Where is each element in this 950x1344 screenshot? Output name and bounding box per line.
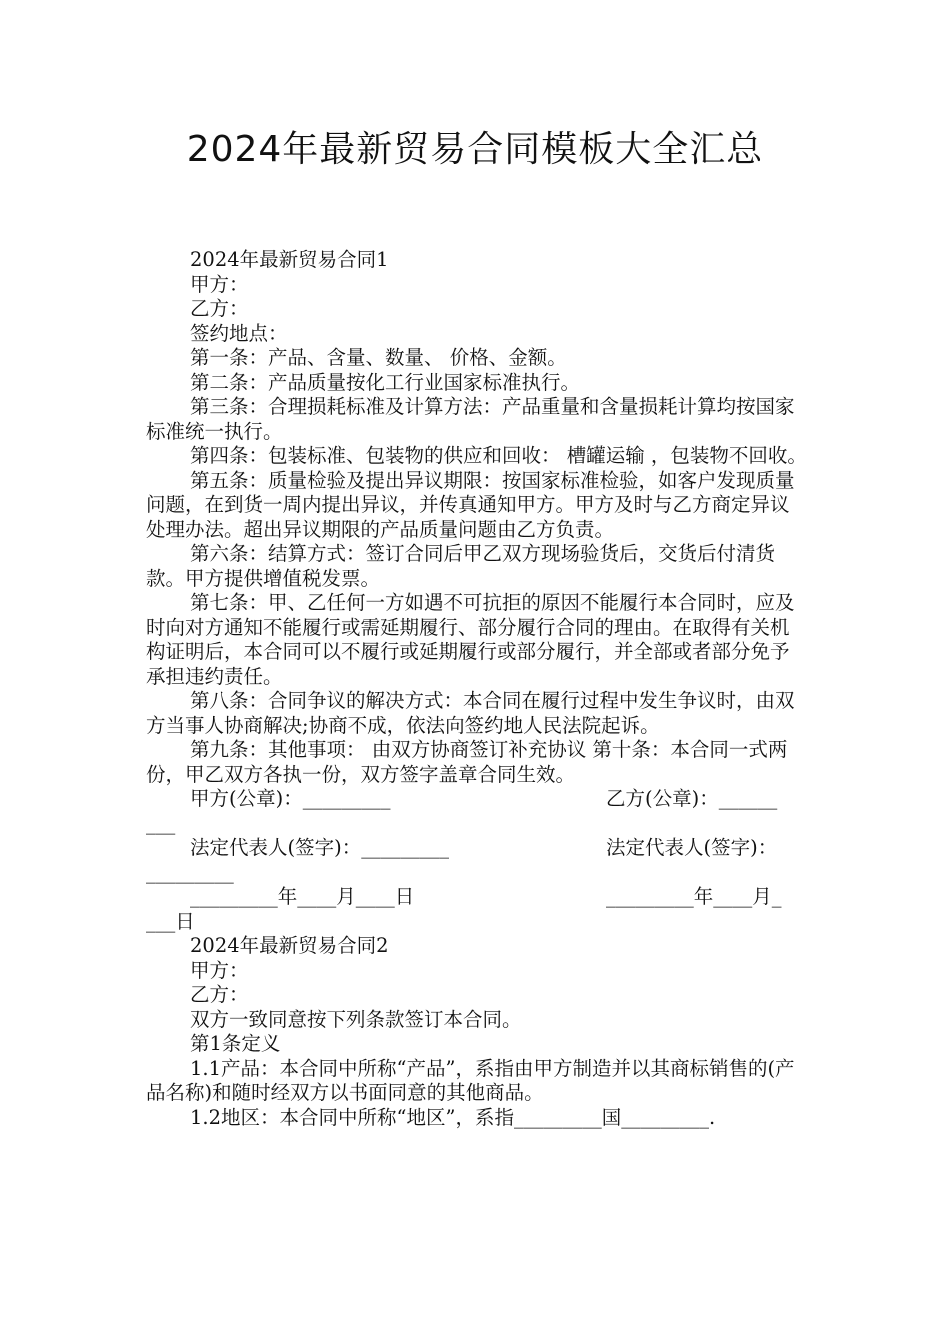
article-4: 第四条：包装标准、包装物的供应和回收： 槽罐运输 ，包装物不回收。 [190,444,807,467]
party-b-date-field-continued: ___日 [146,909,195,933]
party-b-representative-field: 法定代表人(签字)： [606,836,778,859]
party-b-seal-field-continued: ___ [146,811,176,835]
contract2-agreement: 双方一致同意按下列条款签订本合同。 [190,1007,522,1031]
contract2-heading: 2024年最新贸易合同2 [190,934,389,957]
contract1-party-b: 乙方： [190,297,249,320]
contract1-heading: 2024年最新贸易合同1 [190,248,389,271]
section-1-heading: 第1条定义 [190,1032,281,1055]
party-a-representative-field: 法定代表人(签字)：_________ [190,836,449,859]
article-9-10: 第九条：其他事项： 由双方协商签订补充协议 第十条：本合同一式两份，甲乙双方各执一份，双方签字盖章合同生效。 [146,738,788,786]
article-6: 第六条：结算方式：签订合同后甲乙双方现场验货后，交货后付清货款。甲方提供增值税发票。 [146,542,776,590]
date-line [146,885,808,910]
seal-line [146,787,808,812]
party-a-seal-field: 甲方(公章)：_________ [190,787,391,810]
party-b-date-field: _________年____月_ [606,885,782,908]
article-5: 第五条：质量检验及提出异议期限：按国家标准检验，如客户发现质量问题，在到货一周内提出异议，并传真通知甲方。甲方及时与乙方商定异议处理办法。超出异议期限的产品质量问题由乙方负责。 [146,468,795,541]
article-2: 第二条：产品质量按化工行业国家标准执行。 [190,370,581,394]
party-a-date-field: _________年____月____日 [190,885,415,908]
section-1-1: 1.1产品：本合同中所称“产品”，系指由甲方制造并以其商标销售的(产品名称)和随时经双方以书面同意的其他商品。 [146,1056,795,1104]
article-7: 第七条：甲、乙任何一方如遇不可抗拒的原因不能履行本合同时，应及时向对方通知不能履行或需延期履行、部分履行合同的理由。在取得有关机构证明后，本合同可以不履行或延期履行或部分履行，并全部或者部分免予承担违约责任。 [146,591,795,688]
representative-line [146,836,808,861]
party-b-seal-field: 乙方(公章)：______ [606,787,778,810]
contract2-party-a: 甲方： [190,958,249,982]
contract2-party-b: 乙方： [190,983,249,1006]
document-body [146,248,808,1130]
article-3: 第三条：合理损耗标准及计算方法：产品重量和含量损耗计算均按国家标准统一执行。 [146,395,795,443]
party-b-representative-field-continued: _________ [146,860,234,884]
contract1-party-a: 甲方： [190,272,249,296]
contract1-signing-place: 签约地点： [190,321,288,345]
section-1-2: 1.2地区：本合同中所称“地区”，系指_________国_________. [190,1105,716,1129]
article-1: 第一条：产品、含量、数量、 价格、金额。 [190,346,567,369]
document-title: 2024年最新贸易合同模板大全汇总 [186,129,764,170]
article-8: 第八条：合同争议的解决方式：本合同在履行过程中发生争议时，由双方当事人协商解决;协商不成，依法向签约地人民法院起诉。 [146,689,795,737]
